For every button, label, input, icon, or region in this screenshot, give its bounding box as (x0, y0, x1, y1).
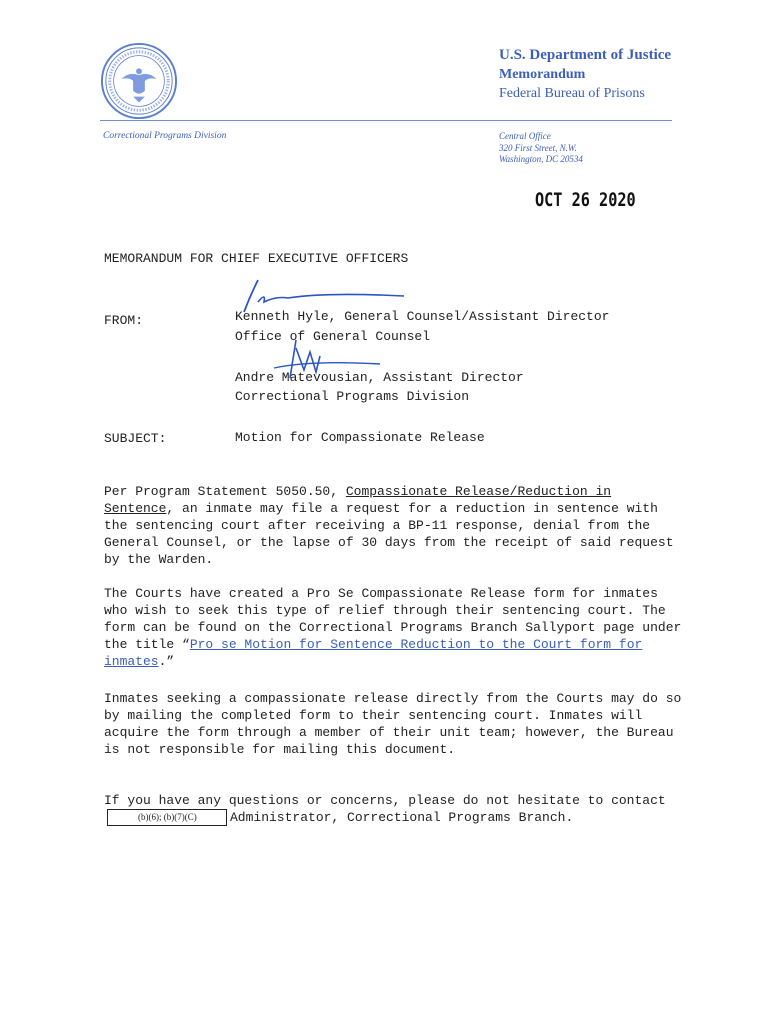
office-name: Central Office (499, 131, 551, 141)
subject-label: SUBJECT: (104, 431, 167, 446)
header-divider (100, 120, 672, 121)
from-sender-2: Andre Matevousian, Assistant Director (235, 370, 524, 385)
division-name: Correctional Programs Division (103, 131, 227, 141)
date-stamp: OCT 26 2020 (535, 189, 636, 211)
memo-recipient: MEMORANDUM FOR CHIEF EXECUTIVE OFFICERS (104, 251, 409, 266)
subject-text: Motion for Compassionate Release (235, 430, 485, 445)
office-address (499, 131, 583, 166)
body-paragraph-1: Per Program Statement 5050.50, Compassionate Release/Reduction in Sentence, an inmate may file a request for a reduction in sentence with the sentencing court after receiving a BP-11 response, denial from the General Counsel, or the lapse of 30 days from the receipt of said request by the Warden. (104, 484, 674, 567)
doj-seal-icon (100, 42, 178, 120)
bureau-name: Federal Bureau of Prisons (499, 86, 645, 101)
redaction-box: (b)(6); (b)(7)(C) (107, 809, 227, 826)
from-sender-1-office: Office of General Counsel (235, 329, 431, 344)
office-city: Washington, DC 20534 (499, 154, 583, 164)
document-type: Memorandum (499, 67, 586, 82)
office-street: 320 First Street, N.W. (499, 142, 577, 153)
agency-name: U.S. Department of Justice (499, 47, 672, 63)
from-sender-1: Kenneth Hyle, General Counsel/Assistant Director (235, 309, 610, 324)
pro-se-form-link[interactable]: Pro se Motion for Sentence Reduction to the Court form for inmates (104, 637, 643, 669)
body-paragraph-3: Inmates seeking a compassionate release directly from the Courts may do so by mailing the completed form to their sentencing court. Inmates will acquire the form through a member of their unit team; however, the Bureau is not responsible for mailing this document. (104, 691, 682, 757)
agency-header (499, 46, 671, 103)
body-paragraph-4: If you have any questions or concerns, please do not hesitate to contact(b)(6); (b)(7)(C) Administrator, Correctional Programs Branch. (104, 793, 666, 825)
from-sender-2-division: Correctional Programs Division (235, 389, 470, 404)
body-paragraph-2: The Courts have created a Pro Se Compassionate Release form for inmates who wish to seek this type of relief through their sentencing court. The form can be found on the Correctional Programs Branch Sallyport page under the title “Pro se Motion for Sentence Reduction to the Court form for inmates.” (104, 586, 682, 669)
from-label: FROM: (104, 313, 144, 328)
program-statement-title: Compassionate Release/Reduction in Sentence (104, 484, 612, 516)
